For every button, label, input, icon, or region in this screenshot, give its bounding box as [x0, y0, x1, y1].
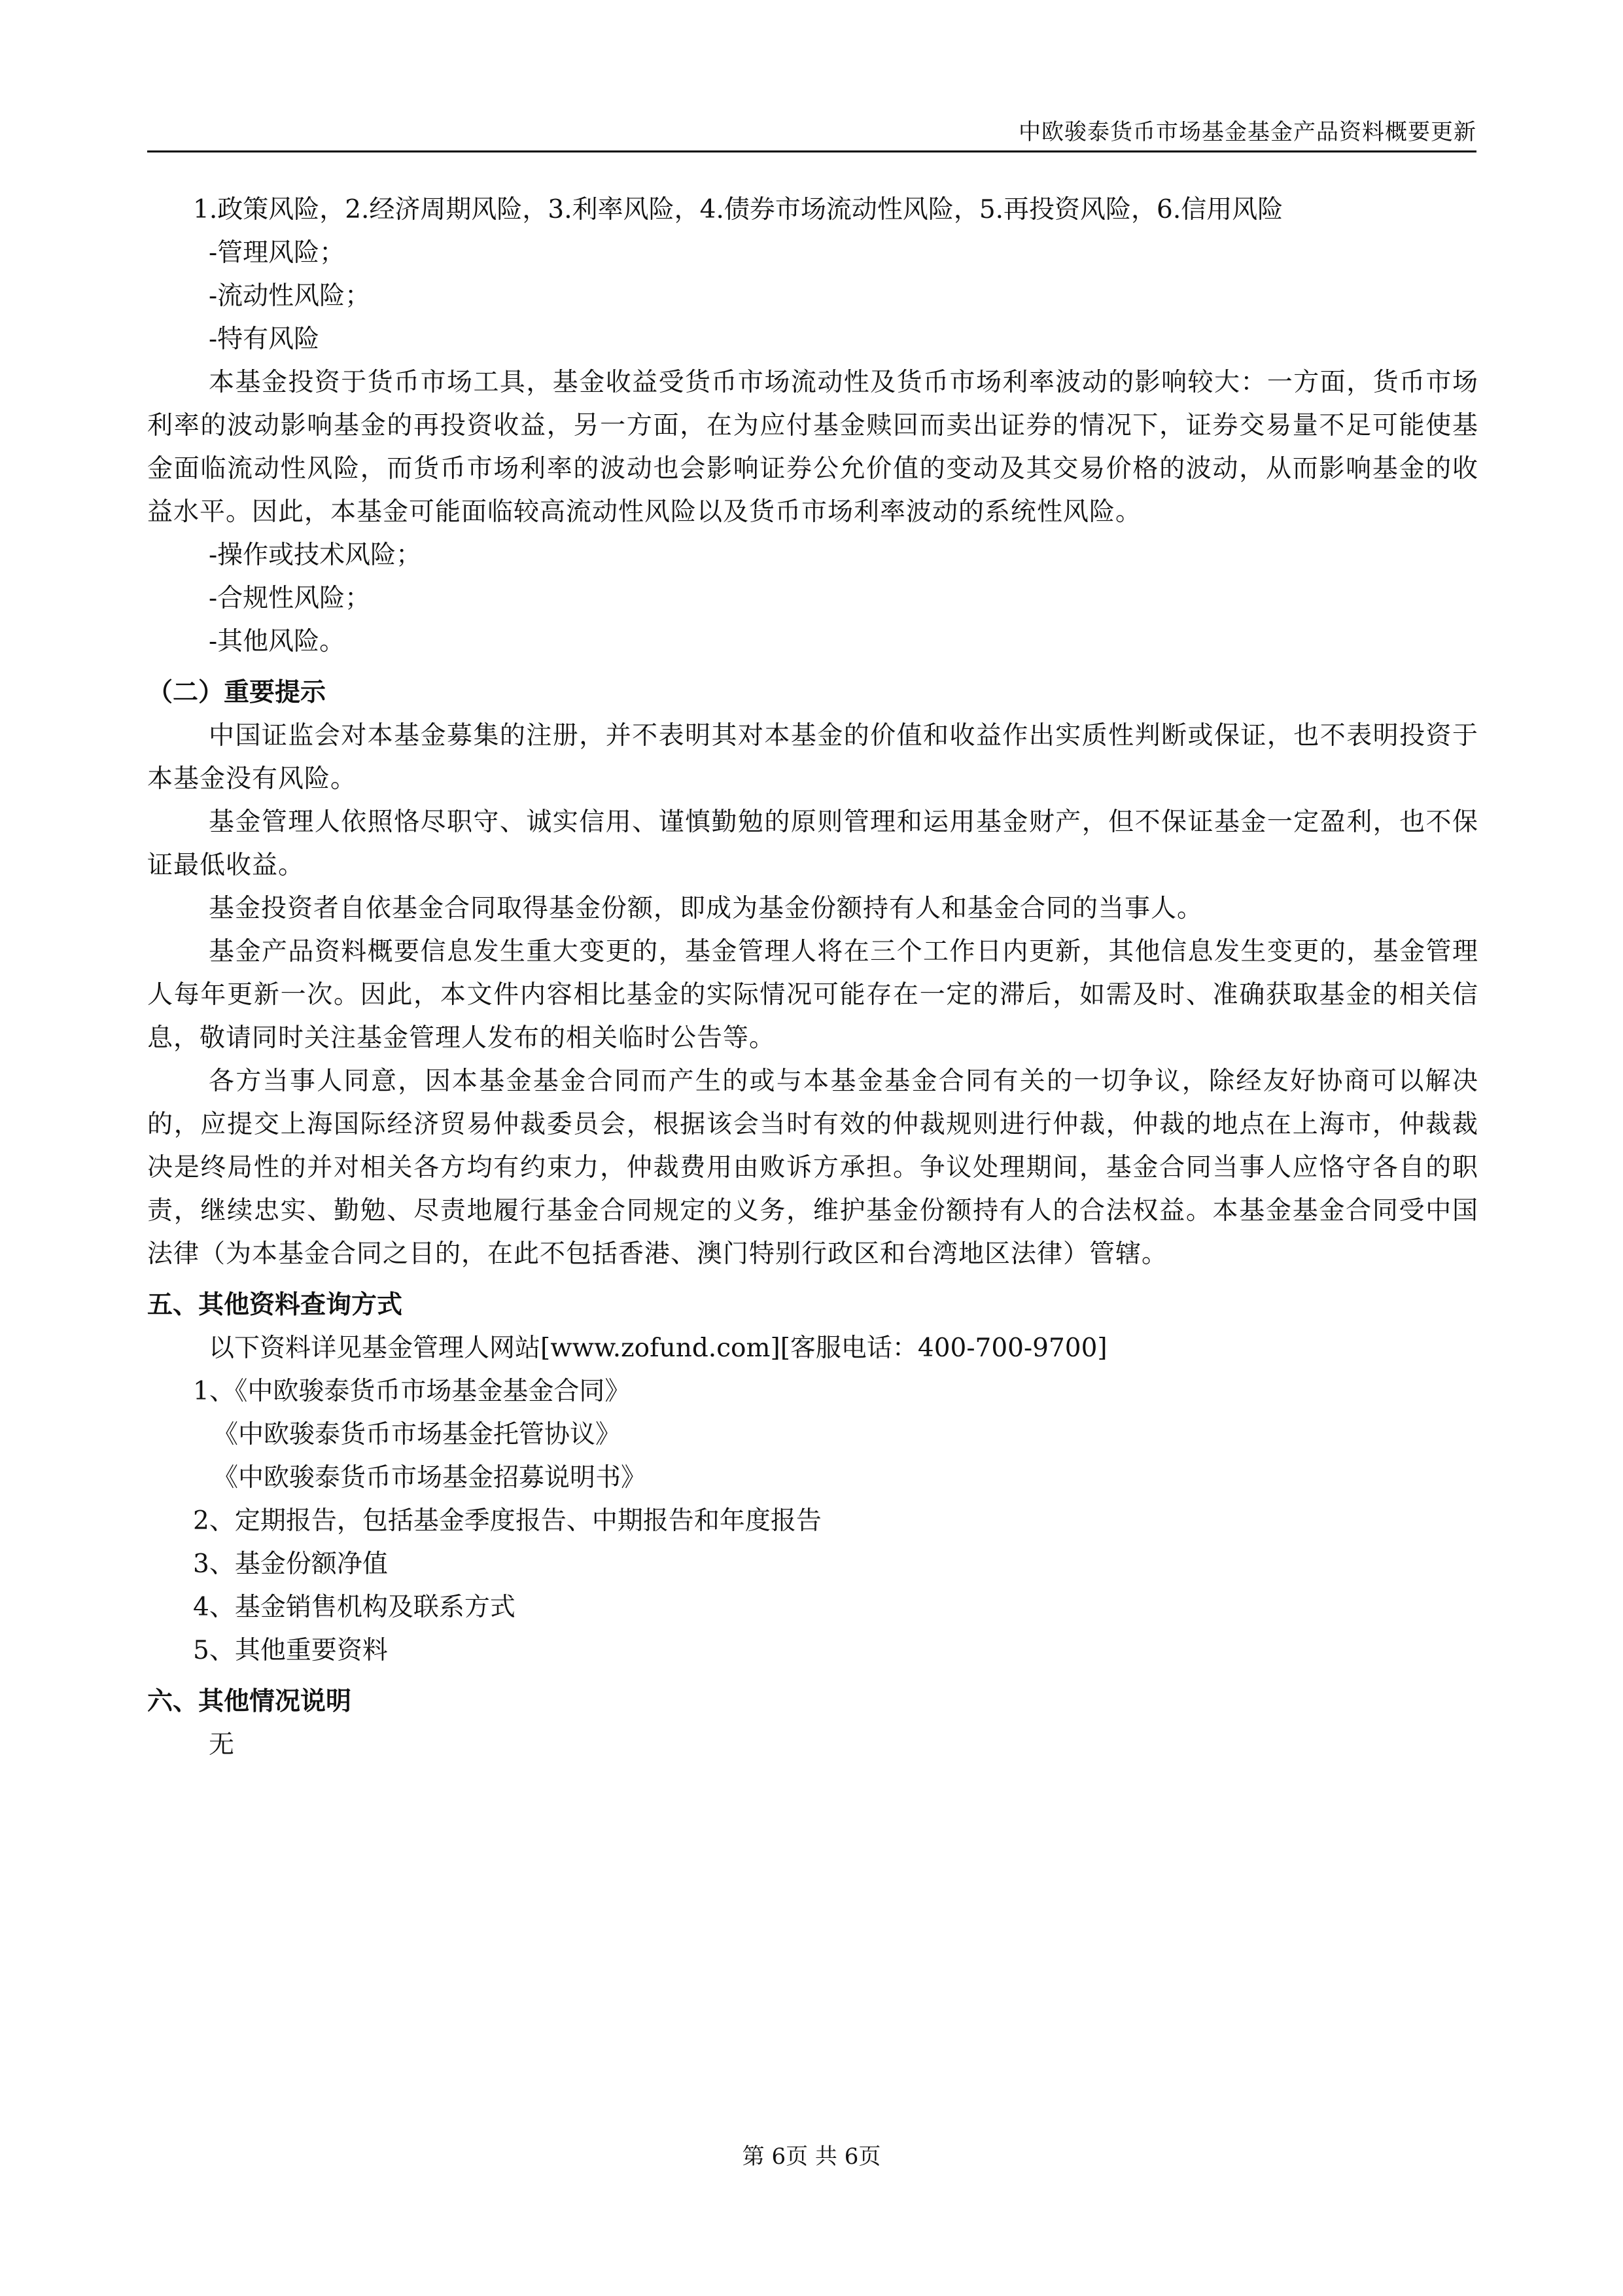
risk-list-intro: 1.政策风险，2.经济周期风险，3.利率风险，4.债券市场流动性风险，5.再投资风险，6.信用风险 — [193, 195, 1283, 224]
risk-item: -流动性风险； — [209, 281, 371, 311]
notice-paragraph: 中国证监会对本基金募集的注册，并不表明其对本基金的价值和收益作出实质性判断或保证，也不表明投资于本基金没有风险。 — [147, 721, 1478, 794]
risk-item: -管理风险； — [209, 238, 345, 268]
section5-intro: 以下资料详见基金管理人网站[www.zofund.com][客服电话：400-700-9700] — [209, 1333, 1108, 1363]
section6-text: 无 — [209, 1730, 235, 1759]
doc-list-item: 1、《中欧骏泰货币市场基金基金合同》 — [193, 1377, 631, 1406]
header-title: 中欧骏泰货币市场基金基金产品资料概要更新 — [1019, 119, 1476, 145]
document-body — [147, 188, 1478, 1767]
risk-item: -特有风险 — [209, 325, 320, 354]
risk-item: -操作或技术风险； — [209, 540, 422, 570]
special-risk-paragraph: 本基金投资于货币市场工具，基金收益受货币市场流动性及货币市场利率波动的影响较大：一方面，货币市场利率的波动影响基金的再投资收益，另一方面，在为应付基金赎回而卖出证券的情况下，证券交易量不足可能使基金面临流动性风险，而货币市场利率的波动也会影响证券公允价值的变动及其交易价格的波动，从而影响基金的收益水平。因此，本基金可能面临较高流动性风险以及货币市场利率波动的系统性风险。 — [147, 368, 1478, 527]
risk-item: -其他风险。 — [209, 627, 345, 656]
doc-list-item: 3、基金份额净值 — [193, 1549, 388, 1579]
section5-heading: 五、其他资料查询方式 — [147, 1290, 403, 1320]
notice-paragraph: 基金产品资料概要信息发生重大变更的，基金管理人将在三个工作日内更新，其他信息发生变更的，基金管理人每年更新一次。因此，本文件内容相比基金的实际情况可能存在一定的滞后，如需及时、准确获取基金的相关信息，敬请同时关注基金管理人发布的相关临时公告等。 — [147, 937, 1478, 1053]
doc-list-subitem: 《中欧骏泰货币市场基金托管协议》 — [213, 1420, 621, 1449]
notice-paragraph: 各方当事人同意，因本基金基金合同而产生的或与本基金基金合同有关的一切争议，除经友好协商可以解决的，应提交上海国际经济贸易仲裁委员会，根据该会当时有效的仲裁规则进行仲裁，仲裁的地点在上海市，仲裁裁决是终局性的并对相关各方均有约束力，仲裁费用由败诉方承担。争议处理期间，基金合同当事人应恪守各自的职责，继续忠实、勤勉、尽责地履行基金合同规定的义务，维护基金份额持有人的合法权益。本基金基金合同受中国法律（为本基金合同之目的，在此不包括香港、澳门特别行政区和台湾地区法律）管辖。 — [147, 1067, 1478, 1269]
risk-item: -合规性风险； — [209, 584, 371, 613]
doc-list-item: 5、其他重要资料 — [193, 1636, 388, 1665]
doc-list-item: 4、基金销售机构及联系方式 — [193, 1593, 515, 1622]
page-header — [147, 110, 1476, 152]
doc-list-subitem: 《中欧骏泰货币市场基金招募说明书》 — [213, 1463, 647, 1492]
page-number: 第 6页 共 6页 — [742, 2144, 881, 2170]
doc-list-item: 2、定期报告，包括基金季度报告、中期报告和年度报告 — [193, 1506, 822, 1536]
section6-heading: 六、其他情况说明 — [147, 1687, 352, 1716]
notice-paragraph: 基金管理人依照恪尽职守、诚实信用、谨慎勤勉的原则管理和运用基金财产，但不保证基金一定盈利，也不保证最低收益。 — [147, 807, 1478, 880]
important-notice-heading: （二）重要提示 — [147, 678, 326, 707]
notice-paragraph: 基金投资者自依基金合同取得基金份额，即成为基金份额持有人和基金合同的当事人。 — [209, 894, 1204, 923]
